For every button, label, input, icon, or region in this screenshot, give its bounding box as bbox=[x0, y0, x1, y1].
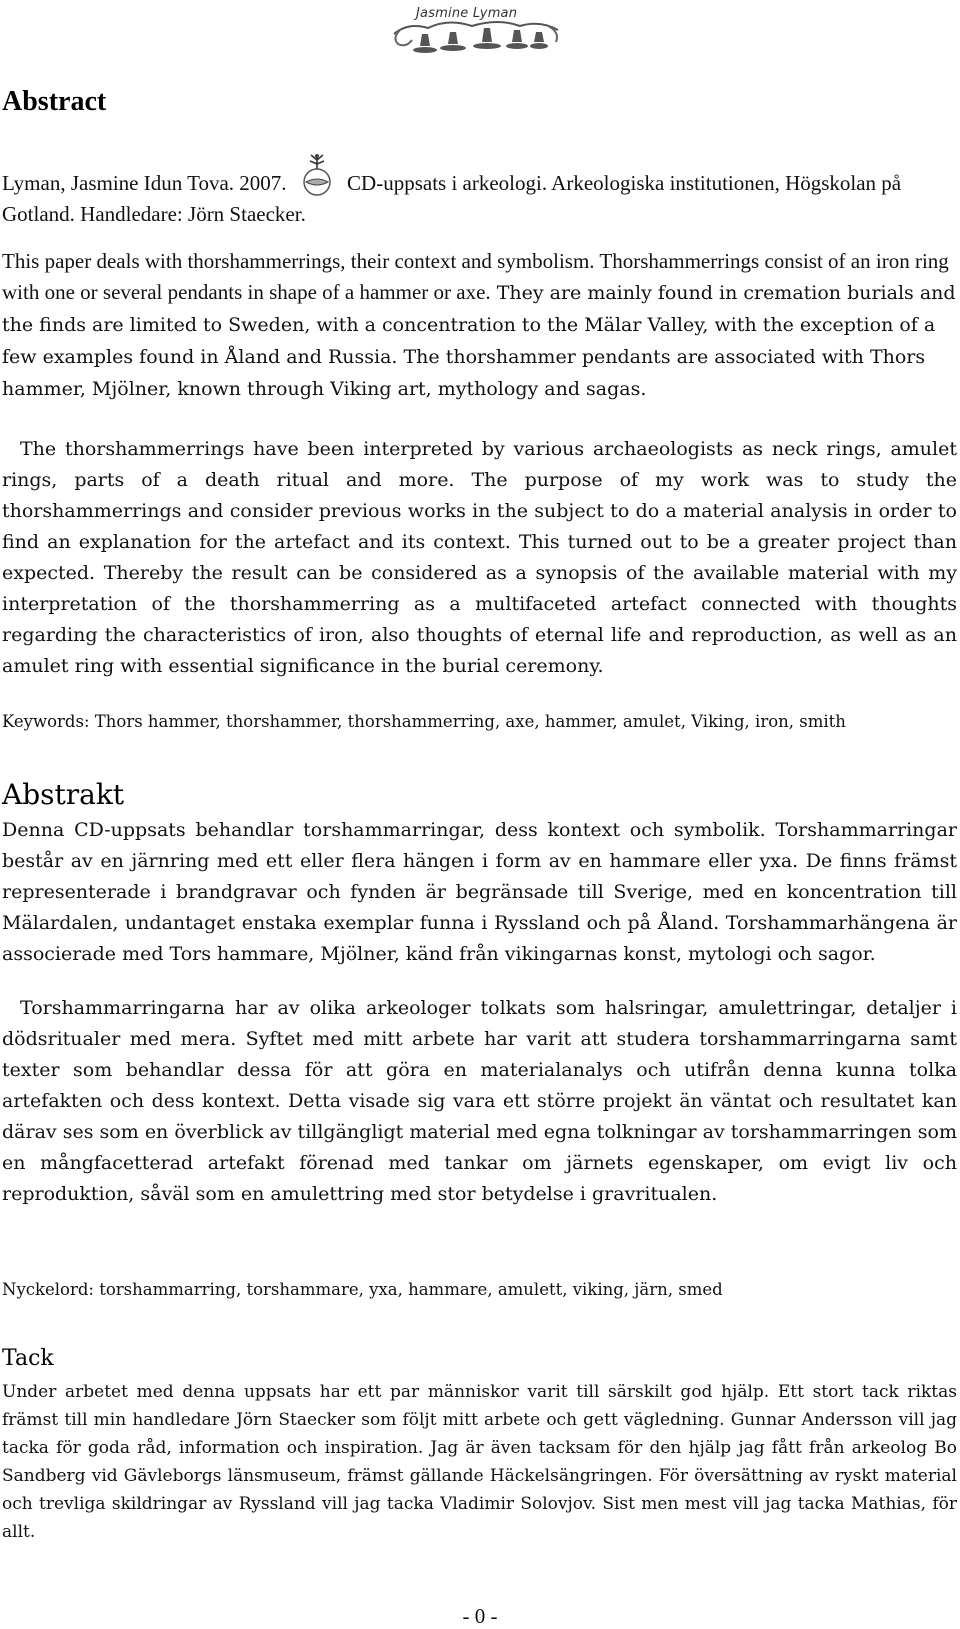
logo-text: Jasmine Lyman bbox=[416, 6, 518, 21]
citation bbox=[2, 152, 957, 230]
citation-details: CD-uppsats i arkeologi. Arkeologiska institutionen, Högskolan på Gotland. Handledare: Jörn Staecker. bbox=[2, 171, 902, 226]
jasmine-lyman-logo bbox=[388, 4, 566, 58]
abstrakt-heading: Abstrakt bbox=[2, 778, 125, 811]
abstract-paragraph-2: The thorshammerrings have been interpreted by various archaeologists as neck rings, amulet rings, parts of a death ritual and more. The purpose of my work was to study the thorshammerrings and consider previous works in the subject to do a material analysis in order to find an explanation for the artefact and its context. This turned out to be a greater project than expected. Thereby the result can be considered as a synopsis of the available material with my interpretation of the thorshammerring as a multifaceted artefact connected with thoughts regarding the characteristics of iron, also thoughts of eternal life and reproduction, as well as an amulet ring with essential significance in the burial ceremony. bbox=[2, 438, 957, 677]
tack-paragraph: Under arbetet med denna uppsats har ett par människor varit till särskilt god hjälp. Ett stort tack riktas främst till min handledare Jörn Staecker som följt mitt arbete och gett vägledning. Gunnar Andersson vill jag tacka för goda råd, information och inspiration. Jag är även tacksam för den hjälp jag fått från arkeolog Bo Sandberg vid Gävleborgs länsmuseum, främst gällande Häckelsängringen. För översättning av ryskt material och trevliga skildringar av Ryssland vill jag tacka Vladimir Solovjov. Sist men mest vill jag tacka Mathias, för allt. bbox=[2, 1382, 957, 1542]
gotland-emblem bbox=[296, 152, 338, 198]
abstract-paragraph-1 bbox=[2, 246, 957, 405]
keywords-sv: Nyckelord: torshammarring, torshammare, yxa, hammare, amulett, viking, järn, smed bbox=[2, 1280, 723, 1299]
abstract-paragraph-1-lead: This paper deals with thorshammerrings, their context and symbolism. Thorshammerrings consist of an iron ring with one or several pendants in shape of a hammer or axe. bbox=[2, 249, 949, 304]
abstrakt-paragraph-2: Torshammarringarna har av olika arkeologer tolkats som halsringar, amulettringar, detaljer i dödsritualer med mera. Syftet med mitt arbete har varit att studera torshammarringarna samt texter som behandlar dessa för att göra en materialanalys och utifrån denna kunna tolka artefakten och dess kontext. Detta visade sig vara ett större projekt än väntat och resultatet kan därav ses som en överblick av tillgängligt material med egna tolkningar av torshammarringen som en mångfacetterad artefakt förenad med tankar om järnets egenskaper, om evigt liv och reproduktion, såväl som en amulettring med stor betydelse i gravritualen. bbox=[2, 997, 957, 1205]
keywords-en: Keywords: Thors hammer, thorshammer, thorshammerring, axe, hammer, amulet, Viking, iron, smith bbox=[2, 712, 846, 731]
university-emblem-icon bbox=[296, 152, 338, 198]
page-number: - 0 - bbox=[462, 1604, 498, 1628]
abstrakt-paragraph-1: Denna CD-uppsats behandlar torshammarringar, dess kontext och symbolik. Torshammarringar består av en järnring med ett eller flera hängen i form av en hammare eller yxa. De finns främst representerade i brandgravar och fynden är begränsade till Sverige, med en koncentration till Mälardalen, undantaget enstaka exemplar funna i Ryssland och på Åland. Torshammarhängena är associerade med Tors hammare, Mjölner, känd från vikingarnas konst, mytologi och sagor. bbox=[2, 819, 957, 965]
abstract-heading: Abstract bbox=[2, 86, 107, 117]
abstract-paragraph-1-rest: They are mainly found in cremation burials and the finds are limited to Sweden, with a concentration to the Mälar Valley, with the exception of a few examples found in Åland and Russia. The thorshammer pendants are associated with Thors hammer, Mjölner, known through Viking art, mythology and sagas. bbox=[2, 282, 956, 400]
tack-heading: Tack bbox=[2, 1346, 54, 1371]
citation-author: Lyman, Jasmine Idun Tova. 2007. bbox=[2, 171, 287, 195]
